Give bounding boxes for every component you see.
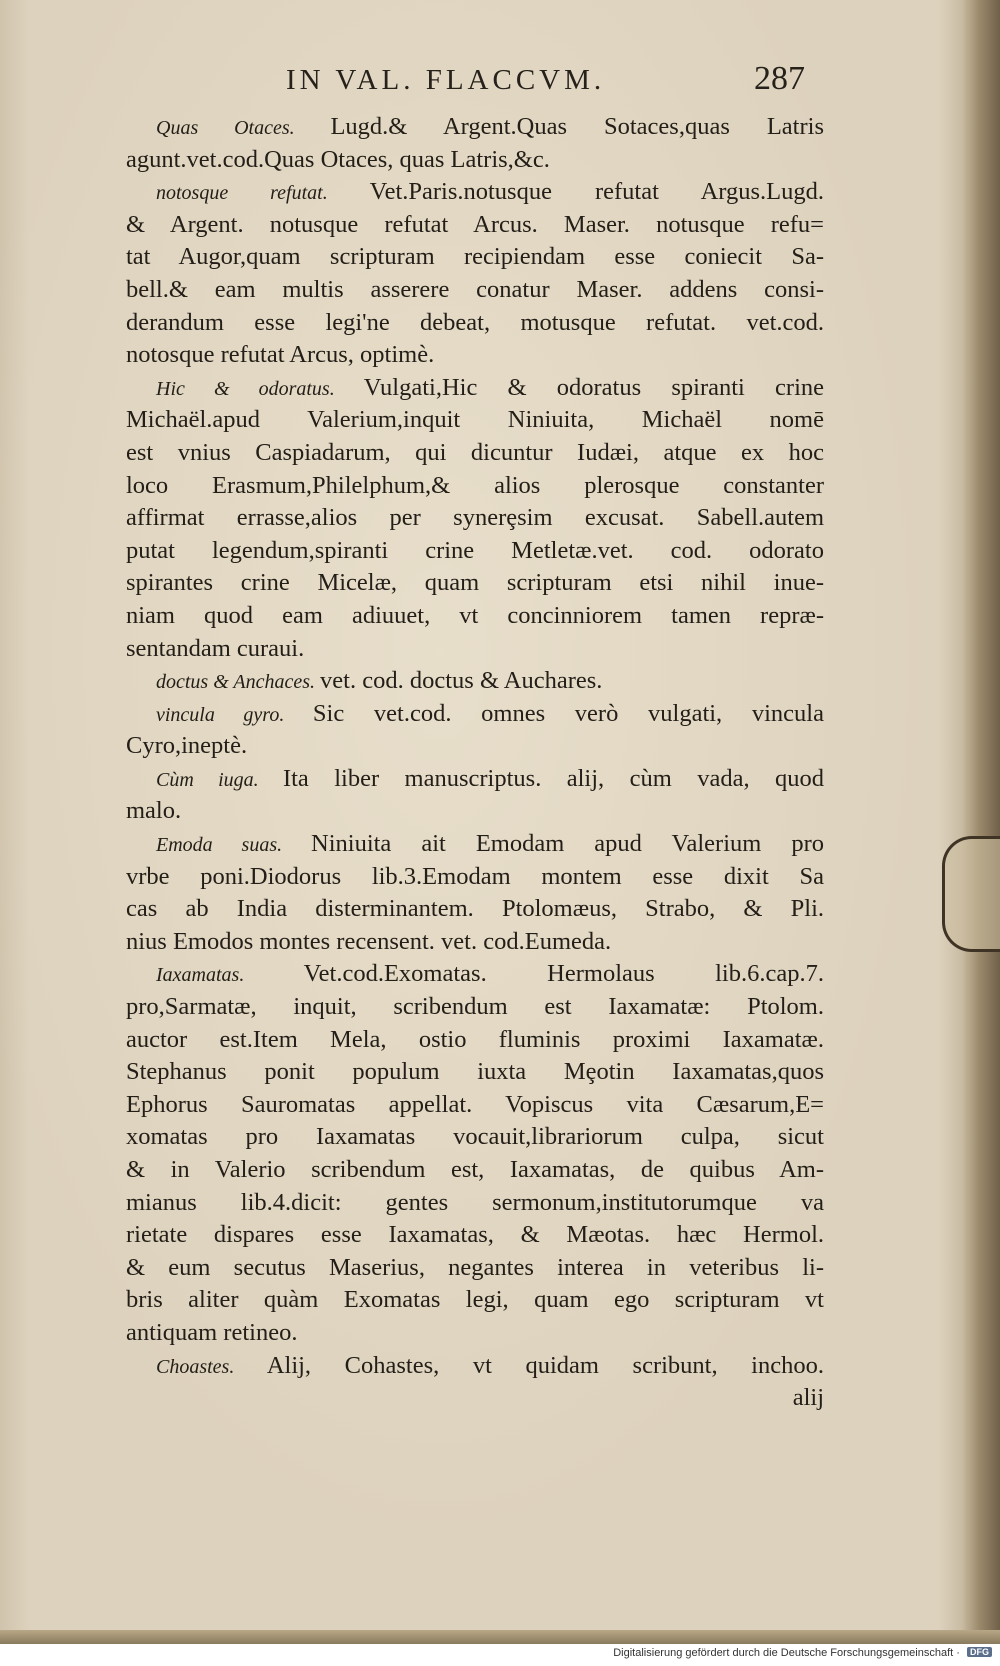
footer-credit-line: Digitalisierung gefördert durch die Deutsche Forschungsgemeinschaft · DFG [613, 1647, 992, 1659]
text-line [126, 795, 824, 828]
line-text: Cyro,ineptè. [126, 732, 248, 760]
text-line [126, 1317, 824, 1350]
line-text: & eum secutus Maserius, negantes interea in veteribus li- [126, 1253, 824, 1281]
line-text: Vet.cod.Exomatas. Hermolaus lib.6.cap.7. [303, 960, 824, 988]
line-text: mianus lib.4.dicit: gentes sermonum,institutorumque va [126, 1188, 824, 1216]
line-text: cas ab India disterminantem. Ptolomæus, Strabo, & Pli. [126, 895, 824, 923]
line-text: bris aliter quàm Exomatas legi, quam ego scripturam vt [126, 1286, 824, 1314]
line-text: antiquam retineo. [126, 1318, 298, 1346]
text-line [126, 633, 824, 666]
line-text: Lugd.& Argent.Quas Sotaces,quas Latris [330, 113, 824, 140]
line-text: xomatas pro Iaxamatas vocauit,librariorum culpa, sicut [126, 1123, 824, 1151]
text-line [126, 241, 824, 274]
text-line [126, 763, 824, 796]
text-line [126, 176, 824, 209]
line-text: tat Augor,quam scripturam recipiendam esse coniecit Sa- [126, 243, 824, 271]
line-text: malo. [126, 797, 182, 825]
text-line [126, 600, 824, 633]
catchword: alij [792, 1384, 824, 1412]
text-line [126, 1024, 824, 1057]
book-clasp [942, 836, 1000, 952]
line-text: auctor est.Item Mela, ostio fluminis proximi Iaxamatæ. [126, 1025, 824, 1053]
line-text: Stephanus ponit populum iuxta Mȩotin Iaxamatas,quos [126, 1058, 824, 1086]
text-line [126, 144, 824, 177]
page-header [0, 60, 960, 104]
line-text: est vnius Caspiadarum, qui dicuntur Iudæi, atque ex hoc [126, 438, 824, 466]
text-line [126, 111, 824, 144]
line-text: vrbe poni.Diodorus lib.3.Emodam montem esse dixit Sa [126, 862, 824, 890]
text-line [126, 1219, 824, 1252]
lemma: vincula gyro. [156, 703, 313, 726]
text-line [126, 698, 824, 731]
lemma: Cùm iuga. [156, 768, 283, 791]
text-line [126, 209, 824, 242]
text-line [126, 1187, 824, 1220]
text-line [126, 730, 824, 763]
lemma: notosque refutat. [156, 182, 370, 205]
commentary-text [126, 111, 824, 1415]
line-text: putat legendum,spiranti crine Metletæ.vet. cod. odorato [126, 536, 824, 564]
text-line [126, 665, 824, 698]
text-line [126, 274, 824, 307]
line-text: & in Valerio scribendum est, Iaxamatas, de quibus Am- [126, 1156, 824, 1183]
text-line [126, 861, 824, 894]
text-line [126, 893, 824, 926]
text-line [126, 502, 824, 535]
text-line [126, 567, 824, 600]
dfg-logo: DFG [967, 1647, 992, 1657]
line-text: notosque refutat Arcus, optimè. [126, 341, 435, 369]
running-title: IN VAL. FLACCVM. [286, 64, 606, 96]
line-text: Ita liber manuscriptus. alij, cùm vada, quod [282, 764, 824, 792]
line-text: vet. cod. doctus & Auchares. [320, 667, 603, 695]
text-line [126, 535, 824, 568]
lemma: Iaxamatas. [156, 964, 304, 987]
text-line [126, 372, 824, 405]
text-line [126, 1056, 824, 1089]
footer-credit: Digitalisierung gefördert durch die Deutsche Forschungsgemeinschaft [613, 1647, 954, 1659]
text-line [126, 991, 824, 1024]
page-bottom-edge [0, 1630, 1000, 1644]
line-text: Alij, Cohastes, vt quidam scribunt, inchoo. [266, 1351, 824, 1379]
line-text: Sic vet.cod. omnes verò vulgati, vincula [312, 699, 824, 727]
line-text: Niniuita ait Emodam apud Valerium pro [311, 830, 824, 858]
text-line [126, 307, 824, 340]
line-text: Ephorus Sauromatas appellat. Vopiscus vita Cæsarum,E= [126, 1090, 824, 1118]
line-text: & Argent. notusque refutat Arcus. Maser. notusque refu= [126, 210, 824, 238]
digitization-footer [0, 1644, 1000, 1666]
line-text: bell.& eam multis asserere conatur Maser. addens consi- [126, 275, 824, 303]
line-text: Michaël.apud Valerium,inquit Niniuita, Michaël nomē [126, 406, 824, 434]
text-line [126, 470, 824, 503]
line-text: nius Emodos montes recensent. vet. cod.Eumeda. [126, 927, 612, 955]
text-line [126, 1154, 824, 1187]
line-text: pro,Sarmatæ, inquit, scribendum est Iaxamatæ: Ptolom. [126, 993, 824, 1021]
line-text: agunt.vet.cod.Quas Otaces, quas Latris,&c. [126, 145, 550, 173]
lemma: doctus & Anchaces. [156, 671, 321, 694]
lemma: Quas Otaces. [156, 117, 331, 139]
text-line [126, 1089, 824, 1122]
text-line [126, 339, 824, 372]
text-line [126, 1350, 824, 1383]
line-text: spirantes crine Micelæ, quam scripturam etsi nihil inue- [126, 569, 824, 597]
lemma: Choastes. [156, 1355, 267, 1378]
lemma: Emoda suas. [156, 834, 312, 857]
line-text: Vulgati,Hic & odoratus spiranti crine [363, 373, 824, 401]
text-line [126, 958, 824, 991]
text-line [126, 404, 824, 437]
lemma: Hic & odoratus. [156, 377, 364, 400]
line-text: loco Erasmum,Philelphum,& alios plerosque constanter [126, 471, 824, 499]
text-line [126, 828, 824, 861]
line-text: Vet.Paris.notusque refutat Argus.Lugd. [369, 178, 824, 206]
line-text: affirmat errasse,alios per synerȩsim excusat. Sabell.autem [126, 504, 824, 532]
text-line [126, 926, 824, 959]
line-text: rietate dispares esse Iaxamatas, & Mæotas. hæc Hermol. [126, 1221, 824, 1249]
text-line [126, 437, 824, 470]
line-text: niam quod eam adiuuet, vt concinniorem tamen repræ- [126, 601, 824, 629]
page-edge [962, 0, 1000, 1630]
text-line [126, 1284, 824, 1317]
page-number: 287 [754, 60, 805, 97]
text-line [126, 1121, 824, 1154]
text-line [126, 1252, 824, 1285]
line-text: derandum esse legi'ne debeat, motusque refutat. vet.cod. [126, 308, 824, 336]
line-text: sentandam curaui. [126, 634, 305, 662]
